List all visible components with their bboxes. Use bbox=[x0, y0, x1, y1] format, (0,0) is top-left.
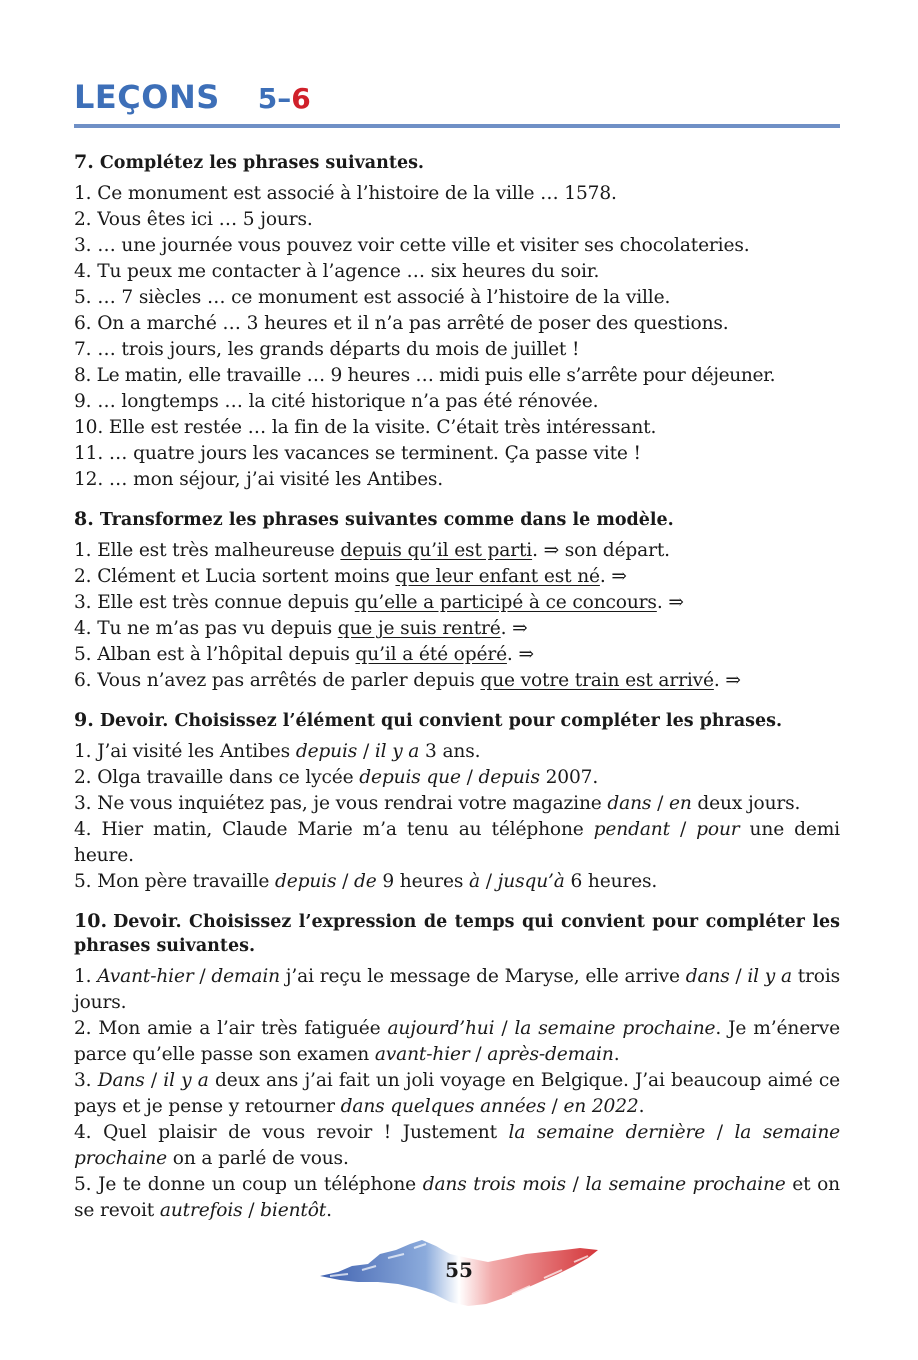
item-text: 1. J’ai visité les Antibes bbox=[74, 741, 296, 762]
list-item: 10. Elle est restée … la fin de la visite. C’était très intéressant. bbox=[74, 417, 657, 438]
underlined-phrase: que je suis rentré bbox=[337, 618, 501, 639]
item-text: 3. Ne vous inquiétez pas, je vous rendrai votre magazine bbox=[74, 793, 608, 814]
item-text: 6. Vous n’avez pas arrêtés de parler depuis bbox=[74, 670, 481, 691]
list-item: 2. Vous êtes ici … 5 jours. bbox=[74, 209, 313, 230]
underlined-phrase: qu’elle a participé à ce concours bbox=[354, 592, 657, 613]
choice-option: la semaine prochaine bbox=[74, 1122, 841, 1169]
item-text: 9 heures bbox=[376, 871, 470, 892]
header-rule bbox=[74, 124, 840, 128]
item-text: 4. Quel plaisir de vous revoir ! Justement bbox=[74, 1122, 509, 1143]
choice-option: avant-hier bbox=[374, 1044, 470, 1065]
choice-separator: / bbox=[469, 1044, 488, 1065]
list-item bbox=[74, 538, 840, 564]
underlined-phrase: que votre train est arrivé bbox=[480, 670, 714, 691]
exercise-number: 8. bbox=[74, 508, 94, 530]
item-text: 2. Olga travaille dans ce lycée bbox=[74, 767, 360, 788]
exercise-title: Devoir. Choisissez l’expression de temps qui convient pour compléter les phrases suivantes. bbox=[74, 912, 840, 956]
choice-option: jusqu’à bbox=[497, 871, 565, 892]
choice-option: pendant bbox=[593, 819, 670, 840]
item-text: 6 heures. bbox=[564, 871, 658, 892]
exercise-number: 9. bbox=[74, 709, 94, 731]
item-text: j’ai reçu le message de Maryse, elle arrive bbox=[279, 966, 686, 987]
lesson-dash: – bbox=[277, 82, 292, 115]
item-text: deux ans j’ai fait un joli voyage en Belgique. J’ai beaucoup aimé ce pays et je pense y retourner bbox=[74, 1070, 841, 1117]
lesson-title: LEÇONS bbox=[74, 78, 220, 116]
item-text: on a parlé de vous. bbox=[167, 1148, 349, 1169]
exercise-title: Devoir. Choisissez l’élément qui convient pour compléter les phrases. bbox=[99, 711, 783, 731]
exercise-9 bbox=[74, 708, 840, 895]
exercise-number: 7. bbox=[74, 151, 94, 173]
choice-separator: / bbox=[144, 1070, 164, 1091]
list-item: 12. … mon séjour, j’ai visité les Antibes. bbox=[74, 469, 444, 490]
choice-option: en 2022 bbox=[563, 1096, 639, 1117]
item-text: 5. Alban est à l’hôpital depuis bbox=[74, 644, 356, 665]
item-text: . Je m’énerve parce qu’elle passe son examen bbox=[74, 1018, 840, 1065]
choice-option: la semaine prochaine bbox=[514, 1018, 716, 1039]
item-text: 5. Je te donne un coup un téléphone bbox=[74, 1174, 423, 1195]
list-item bbox=[74, 1172, 840, 1224]
choice-separator: / bbox=[565, 1174, 586, 1195]
list-item bbox=[74, 791, 840, 817]
choice-separator: / bbox=[729, 966, 748, 987]
exercise-8 bbox=[74, 507, 840, 694]
item-text: 4. Hier matin, Claude Marie m’a tenu au téléphone bbox=[74, 819, 594, 840]
list-item bbox=[74, 869, 840, 895]
list-item bbox=[74, 642, 840, 668]
choice-option: bientôt bbox=[260, 1200, 327, 1221]
exercise-10-heading bbox=[74, 909, 840, 958]
item-text: 1. bbox=[74, 966, 98, 987]
list-item: 3. … une journée vous pouvez voir cette ville et visiter ses chocolateries. bbox=[74, 235, 750, 256]
choice-separator: / bbox=[242, 1200, 261, 1221]
exercise-7-items bbox=[74, 181, 840, 493]
choice-option: il y a bbox=[163, 1070, 209, 1091]
item-text: 3. Elle est très connue depuis bbox=[74, 592, 355, 613]
item-text: . bbox=[326, 1200, 332, 1221]
exercise-title: Transformez les phrases suivantes comme dans le modèle. bbox=[99, 510, 674, 530]
choice-option: depuis bbox=[478, 767, 540, 788]
item-text: deux jours. bbox=[691, 793, 801, 814]
item-text: . ⇒ bbox=[713, 670, 741, 691]
item-text: . ⇒ bbox=[500, 618, 528, 639]
choice-separator: / bbox=[705, 1122, 735, 1143]
choice-option: depuis bbox=[274, 871, 337, 892]
list-item bbox=[74, 1068, 840, 1120]
lesson-range bbox=[258, 82, 311, 115]
choice-option: dans bbox=[607, 793, 652, 814]
choice-option: il y a bbox=[374, 741, 420, 762]
item-text: 3 ans. bbox=[419, 741, 481, 762]
item-text: . bbox=[613, 1044, 620, 1065]
choice-separator: / bbox=[357, 741, 375, 762]
lesson-end: 6 bbox=[291, 82, 311, 115]
choice-option: dans quelques années bbox=[340, 1096, 546, 1117]
list-item bbox=[74, 668, 840, 694]
list-item bbox=[74, 590, 840, 616]
list-item bbox=[74, 765, 840, 791]
choice-option: après-demain bbox=[487, 1044, 614, 1065]
lesson-start: 5 bbox=[257, 82, 278, 115]
item-text: . ⇒ bbox=[506, 644, 534, 665]
list-item bbox=[74, 1016, 840, 1068]
choice-option: il y a bbox=[747, 966, 792, 987]
choice-separator: / bbox=[479, 871, 498, 892]
choice-option: depuis bbox=[295, 741, 358, 762]
exercise-9-items bbox=[74, 739, 840, 895]
choice-option: aujourd’hui bbox=[387, 1018, 495, 1039]
list-item bbox=[74, 739, 840, 765]
list-item bbox=[74, 564, 840, 590]
item-text: 5. Mon père travaille bbox=[74, 871, 275, 892]
choice-option: de bbox=[353, 871, 377, 892]
exercise-number: 10. bbox=[74, 910, 108, 932]
choice-option: en bbox=[668, 793, 692, 814]
exercise-8-items bbox=[74, 538, 840, 694]
item-text: . bbox=[638, 1096, 645, 1117]
choice-option: Avant-hier bbox=[97, 966, 194, 987]
list-item: 4. Tu peux me contacter à l’agence … six heures du soir. bbox=[74, 261, 600, 282]
list-item: 7. … trois jours, les grands départs du mois de juillet ! bbox=[74, 339, 580, 360]
exercise-9-heading bbox=[74, 708, 840, 733]
choice-option: dans bbox=[685, 966, 730, 987]
item-text: 2007. bbox=[539, 767, 599, 788]
list-item bbox=[74, 964, 840, 1016]
list-item bbox=[74, 817, 840, 869]
choice-option: demain bbox=[211, 966, 280, 987]
choice-option: autrefois bbox=[159, 1200, 243, 1221]
page-number: 55 bbox=[445, 1258, 473, 1282]
item-text: et on se revoit bbox=[74, 1174, 840, 1221]
exercise-10 bbox=[74, 909, 840, 1224]
list-item: 5. … 7 siècles … ce monument est associé à l’histoire de la ville. bbox=[74, 287, 671, 308]
choice-separator: / bbox=[460, 767, 479, 788]
choice-separator: / bbox=[494, 1018, 515, 1039]
item-text: . ⇒ bbox=[656, 592, 684, 613]
item-text: 2. Clément et Lucia sortent moins bbox=[74, 566, 396, 587]
choice-option: à bbox=[469, 871, 480, 892]
choice-separator: / bbox=[545, 1096, 564, 1117]
choice-option: la semaine prochaine bbox=[585, 1174, 786, 1195]
list-item: 6. On a marché … 3 heures et il n’a pas arrêté de poser des questions. bbox=[74, 313, 729, 334]
item-text: une demi heure. bbox=[74, 819, 840, 866]
item-text: 2. Mon amie a l’air très fatiguée bbox=[74, 1018, 388, 1039]
lesson-header bbox=[74, 78, 840, 118]
exercise-8-heading bbox=[74, 507, 840, 532]
page-footer bbox=[318, 1236, 600, 1310]
item-text: 4. Tu ne m’as pas vu depuis bbox=[74, 618, 338, 639]
choice-separator: / bbox=[651, 793, 669, 814]
list-item bbox=[74, 1120, 840, 1172]
choice-separator: / bbox=[669, 819, 697, 840]
list-item: 11. … quatre jours les vacances se terminent. Ça passe vite ! bbox=[74, 443, 641, 464]
choice-option: pour bbox=[696, 819, 740, 840]
underlined-phrase: que leur enfant est né bbox=[395, 566, 600, 587]
list-item: 8. Le matin, elle travaille … 9 heures … midi puis elle s’arrête pour déjeuner. bbox=[74, 365, 776, 386]
exercise-title: Complétez les phrases suivantes. bbox=[99, 153, 425, 173]
choice-separator: / bbox=[193, 966, 212, 987]
list-item bbox=[74, 616, 840, 642]
item-text: 1. Elle est très malheureuse bbox=[74, 540, 341, 561]
page-content bbox=[74, 78, 840, 1238]
list-item: 1. Ce monument est associé à l’histoire de la ville … 1578. bbox=[74, 183, 617, 204]
exercise-7 bbox=[74, 150, 840, 493]
choice-option: la semaine dernière bbox=[508, 1122, 706, 1143]
choice-option: Dans bbox=[97, 1070, 145, 1091]
underlined-phrase: qu’il a été opéré bbox=[355, 644, 507, 665]
item-text: . ⇒ son départ. bbox=[532, 540, 670, 561]
item-text: 3. bbox=[74, 1070, 98, 1091]
item-text: trois jours. bbox=[74, 966, 841, 1013]
exercise-10-items bbox=[74, 964, 840, 1224]
item-text: . ⇒ bbox=[599, 566, 627, 587]
exercise-7-heading bbox=[74, 150, 840, 175]
underlined-phrase: depuis qu’il est parti bbox=[340, 540, 533, 561]
choice-option: depuis que bbox=[359, 767, 461, 788]
choice-separator: / bbox=[336, 871, 354, 892]
list-item: 9. … longtemps … la cité historique n’a pas été rénovée. bbox=[74, 391, 599, 412]
choice-option: dans trois mois bbox=[422, 1174, 566, 1195]
